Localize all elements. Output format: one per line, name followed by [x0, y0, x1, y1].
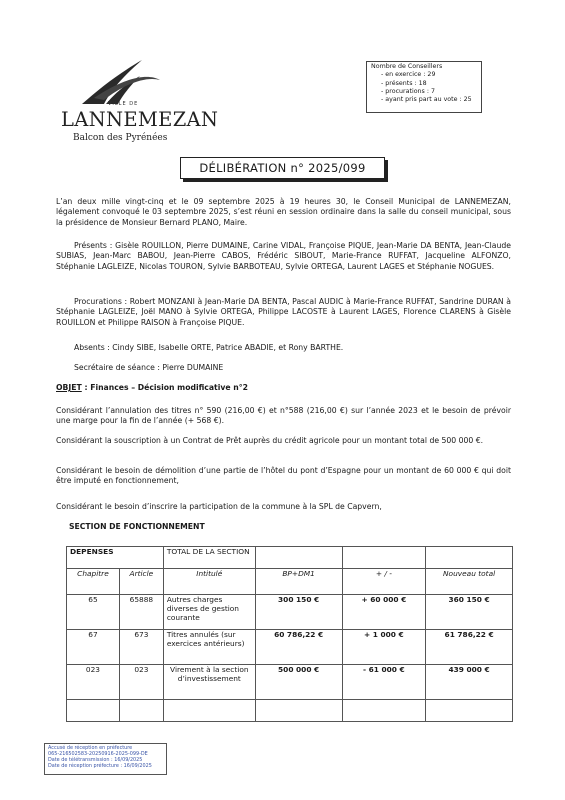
row-bp: 500 000 € — [255, 665, 342, 700]
row-delta: + 1 000 € — [342, 630, 426, 665]
table-row — [67, 630, 513, 665]
councillors-box — [366, 61, 482, 113]
header-chapitre: Chapitre — [67, 569, 120, 595]
header-total-section: TOTAL DE LA SECTION — [163, 547, 255, 569]
header-intitule: Intitulé — [163, 569, 255, 595]
row-chapitre: 65 — [67, 595, 120, 630]
header-article: Article — [119, 569, 163, 595]
councillors-title: Nombre de Conseillers — [371, 63, 443, 70]
table-header-row-1 — [67, 547, 513, 569]
logo-name: LANNEMEZAN — [61, 108, 219, 131]
objet-line — [56, 383, 511, 393]
budget-table — [66, 546, 513, 722]
table-row — [67, 665, 513, 700]
considerant-3: Considérant le besoin de démolition d’une partie de l’hôtel du pont d’Espagne pour un montant de 60 000 € qui doit être imputé en fonctionnement, — [56, 466, 511, 486]
header-bp-dm1: BP+DM1 — [255, 569, 342, 595]
deliberation-title: DÉLIBÉRATION n° 2025/099 — [180, 157, 385, 179]
objet-text: : Finances – Décision modificative n°2 — [81, 383, 248, 392]
councillors-voted: - ayant pris part au vote : 25 — [381, 96, 472, 104]
logo-tagline: Balcon des Pyrénées — [73, 133, 168, 143]
table-row — [67, 595, 513, 630]
row-bp: 300 150 € — [255, 595, 342, 630]
header-plus-minus: + / - — [342, 569, 426, 595]
prefecture-stamp — [44, 743, 167, 775]
considerant-2: Considérant la souscription à un Contrat de Prêt auprès du crédit agricole pour un montant total de 500 000 €. — [56, 436, 484, 445]
section-title: SECTION DE FONCTIONNEMENT — [69, 522, 205, 531]
row-total: 61 786,22 € — [426, 630, 513, 665]
absents-paragraph: Absents : Cindy SIBE, Isabelle ORTE, Patrice ABADIE, et Rony BARTHE. — [74, 343, 344, 352]
row-total: 439 000 € — [426, 665, 513, 700]
stamp-line: Date de télétransmission : 16/09/2025 — [48, 757, 143, 763]
header-nouveau-total: Nouveau total — [426, 569, 513, 595]
stamp-line: 065-216502583-20250916-2025-099-DE — [48, 751, 148, 757]
councillors-proxies: - procurations : 7 — [381, 87, 435, 95]
row-label: Virement à la section d’investissement — [163, 665, 255, 700]
row-label: Titres annulés (sur exercices antérieurs) — [163, 630, 255, 665]
presents-paragraph: Présents : Gisèle ROUILLON, Pierre DUMAINE, Carine VIDAL, Françoise PIQUE, Jean-Marie DA BENTA, Jean-Claude SUBIAS, Jean-Marc BABOU, Jean-Pierre CABOS, Frédéric SIBOUT, Marie-France RUFFAT, Jacqueline ALFONZO, Stéphanie LAGLEIZE, Nicolas TOURON, Sylvie BARBOTEAU, Sylvie ORTEGA, Laurent LAGES et Stéphanie NOGUES. — [56, 241, 511, 271]
row-article: 023 — [119, 665, 163, 700]
stamp-line: Accusé de réception en préfecture — [48, 745, 133, 751]
row-chapitre: 67 — [67, 630, 120, 665]
row-label: Autres charges diverses de gestion courante — [163, 595, 255, 630]
city-logo — [60, 58, 219, 158]
header-depenses: DEPENSES — [67, 547, 164, 569]
procurations-paragraph: Procurations : Robert MONZANI à Jean-Marie DA BENTA, Pascal AUDIC à Marie-France RUFFAT, Sandrine DURAN à Stéphanie LAGLEIZE, Joël MANO à Sylvie ORTEGA, Philippe LACOSTE à Laurent LAGES, Florence CLARENS à Gisèle ROUILLON et Philippe RAISON à Françoise PIQUE. — [56, 297, 511, 327]
row-total: 360 150 € — [426, 595, 513, 630]
row-article: 673 — [119, 630, 163, 665]
table-row-empty — [67, 700, 513, 722]
row-chapitre: 023 — [67, 665, 120, 700]
row-delta: - 61 000 € — [342, 665, 426, 700]
considerant-4: Considérant le besoin d’inscrire la participation de la commune à la SPL de Capvern, — [56, 502, 382, 511]
logo-ville: VILLE DE — [108, 101, 139, 107]
row-bp: 60 786,22 € — [255, 630, 342, 665]
intro-paragraph: L’an deux mille vingt-cinq et le 09 septembre 2025 à 19 heures 30, le Conseil Municipal de LANNEMEZAN, légalement convoqué le 03 septembre 2025, s’est réuni en session ordinaire dans la salle du conseil municipal, sous la présidence de Monsieur Bernard PLANO, Maire. — [56, 197, 511, 227]
row-delta: + 60 000 € — [342, 595, 426, 630]
considerant-1: Considérant l’annulation des titres n° 590 (216,00 €) et n°588 (216,00 €) sur l’année 2023 et le besoin de prévoir une marge pour la fin de l’année (+ 568 €). — [56, 406, 511, 426]
secretary-paragraph: Secrétaire de séance : Pierre DUMAINE — [74, 363, 224, 372]
table-header-row-2 — [67, 569, 513, 595]
objet-label: OBJET — [56, 383, 82, 392]
stamp-line: Date de réception préfecture : 16/09/2025 — [48, 763, 152, 769]
councillors-present: - présents : 18 — [381, 79, 427, 87]
councillors-in-office: - en exercice : 29 — [381, 71, 436, 79]
row-article: 65888 — [119, 595, 163, 630]
